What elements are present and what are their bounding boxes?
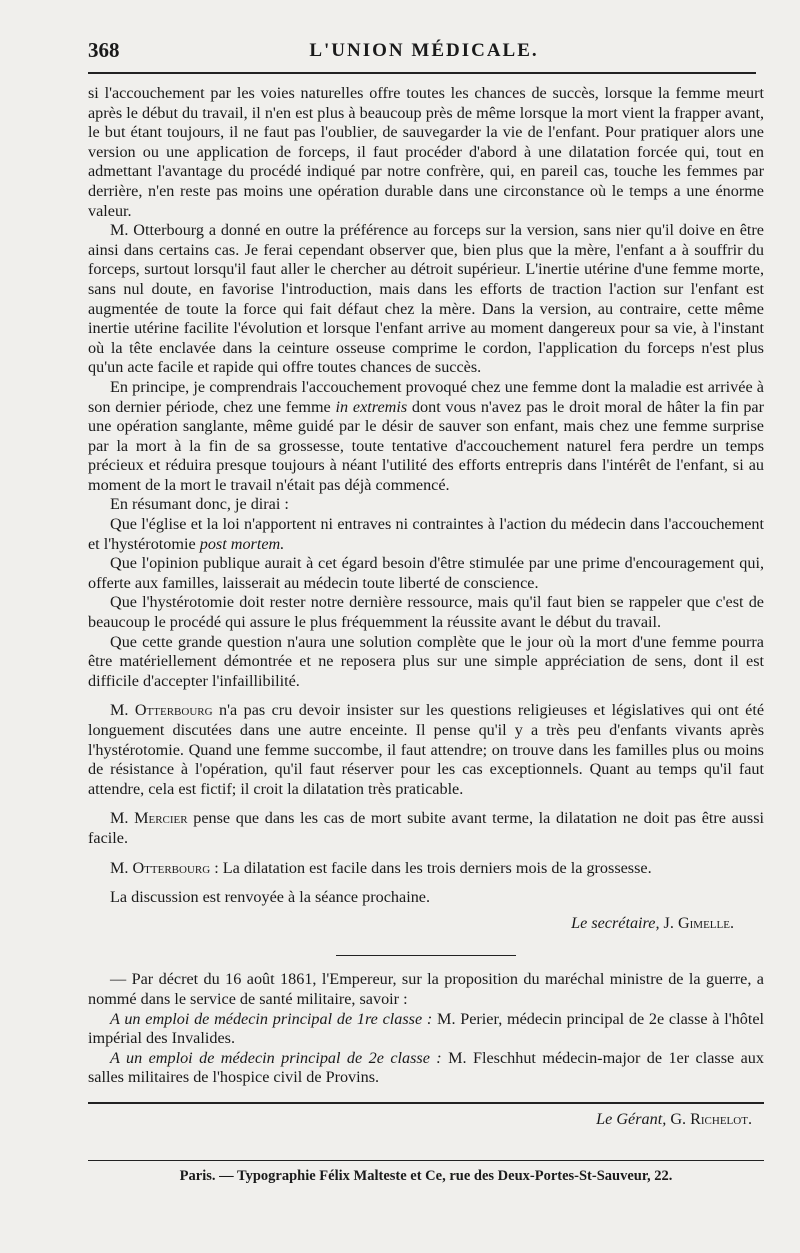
- footer-rule-2: [88, 1160, 764, 1161]
- header-rule: [88, 72, 756, 74]
- paragraph: M. Otterbourg a donné en outre la préférence au forceps sur la version, sans nier qu'il doive en être ainsi dans certains cas. Je ferai cependant observer que, bien plus que la mère, l'enfant a à souffrir du forceps, surtout lorsqu'il faut aller le chercher au détroit supérieur. L'inertie utérine d'une femme morte, sans nul doute, en favorise l'introduction, mais dans les efforts de traction l'action sur l'enfant est augmentée de toute la force qui fait défaut chez la mère. Dans la version, au contraire, cette même inertie utérine facilite l'évolution et lorsque l'enfant arrive au moment dangereux pour sa vie, à l'instant où la tête enclavée dans la ceinture osseuse comprime le cordon, l'application du forceps n'est plus qu'un acte facile et rapide qui offre toutes chances de succès.: [88, 221, 764, 377]
- gerant-signature: Le Gérant, G. Richelot.: [596, 1109, 752, 1128]
- article-body: [88, 84, 764, 1186]
- paragraph: Que l'hystérotomie doit rester notre dernière ressource, mais qu'il faut bien se rappeler que c'est de beaucoup le procédé qui assure le plus fréquemment la réussite avant le début du travail.: [88, 593, 764, 632]
- printer-imprint: Paris. — Typographie Félix Malteste et Ce, rue des Deux-Portes-St-Sauveur, 22.: [179, 1167, 673, 1184]
- paragraph: Que l'opinion publique aurait à cet égard besoin d'être stimulée par une prime d'encouragement qui, offerte aux familles, laisserait au médecin toute liberté de conscience.: [88, 554, 764, 592]
- discussion-paragraph: La discussion est renvoyée à la séance prochaine.: [110, 888, 431, 907]
- journal-title: L'UNION MÉDICALE.: [309, 40, 539, 61]
- paragraph: En résumant donc, je dirai :: [110, 495, 289, 514]
- discussion-paragraph: M. Otterbourg : La dilatation est facile dans les trois derniers mois de la grossesse.: [110, 858, 652, 877]
- paragraph: En principe, je comprendrais l'accouchement provoqué chez une femme dont la maladie est arrivée à son dernier période, chez une femme in extremis dont vous n'avez pas le droit moral de hâter la fin par une opération sanglante, même guidé par le désir de sauver son enfant, mais chez une femme surprise par la mort à la fin de sa grossesse, toute tentative d'accouchement naturel fera perdre un temps précieux et réduira presque toujours à néant l'utilité des efforts entrepris dans l'intérêt de l'enfant, si au moment de la mort le travail n'était pas déjà commencé.: [88, 377, 765, 494]
- decree-item: A un emploi de médecin principal de 2e classe : M. Fleschhut médecin-major de 1er classe aux salles militaires de l'hospice civil de Provins.: [88, 1048, 764, 1087]
- decree-paragraph: — Par décret du 16 août 1861, l'Empereur, sur la proposition du maréchal ministre de la guerre, a nommé dans le service de santé militaire, savoir :: [88, 970, 764, 1008]
- discussion-paragraph: M. Otterbourg n'a pas cru devoir insister sur les questions religieuses et législatives qui ont été longuement discutées dans une autre enceinte. Il pense qu'il y a très peu d'enfants vivants après l'hystérotomie. Quand une femme succombe, il faut attendre; on trouve dans les familles plus ou moins de résistance à l'opération, qu'il faut réserver pour les cas exceptionnels. Quant au temps qu'il faut attendre, cela est fictif; il croit la dilatation très praticable.: [88, 701, 764, 798]
- decree-item: A un emploi de médecin principal de 1re classe : M. Perier, médecin principal de 2e classe à l'hôtel impérial des Invalides.: [88, 1009, 765, 1048]
- section-divider: [336, 955, 516, 956]
- paragraph: Que l'église et la loi n'apportent ni entraves ni contraintes à l'action du médecin dans l'accouchement et l'hystérotomie post mortem.: [88, 515, 764, 553]
- paragraph: Que cette grande question n'aura une solution complète que le jour où la mort d'une femme pourra être matériellement démontrée et ne reposera plus sur une simple appréciation de sens, dont il est difficile d'accepter l'infaillibilité.: [88, 632, 764, 690]
- discussion-paragraph: M. Mercier pense que dans les cas de mort subite avant terme, la dilatation ne doit pas être aussi facile.: [88, 809, 764, 847]
- secretary-signature: Le secrétaire, J. Gimelle.: [571, 913, 734, 932]
- paragraph: si l'accouchement par les voies naturelles offre toutes les chances de succès, lorsque la femme meurt après le début du travail, il n'en est plus à beaucoup près de même lorsque la mort vient la frapper avant, le but étant toujours, il ne faut pas l'oublier, de sauvegarder la vie de l'enfant. Pour pratiquer alors une version ou une application de forceps, il faut procéder d'abord à une dilatation forcée qui, tout en admettant l'avantage du procédé indiqué par notre confrère, qui, en pareil cas, touche les femmes par derrière, n'en reste pas moins une opération durable dans une circonstance où le temps a une énorme valeur.: [88, 84, 764, 220]
- page-header: [88, 38, 760, 72]
- page-number: 368: [88, 38, 120, 62]
- footer-rule: [88, 1102, 764, 1104]
